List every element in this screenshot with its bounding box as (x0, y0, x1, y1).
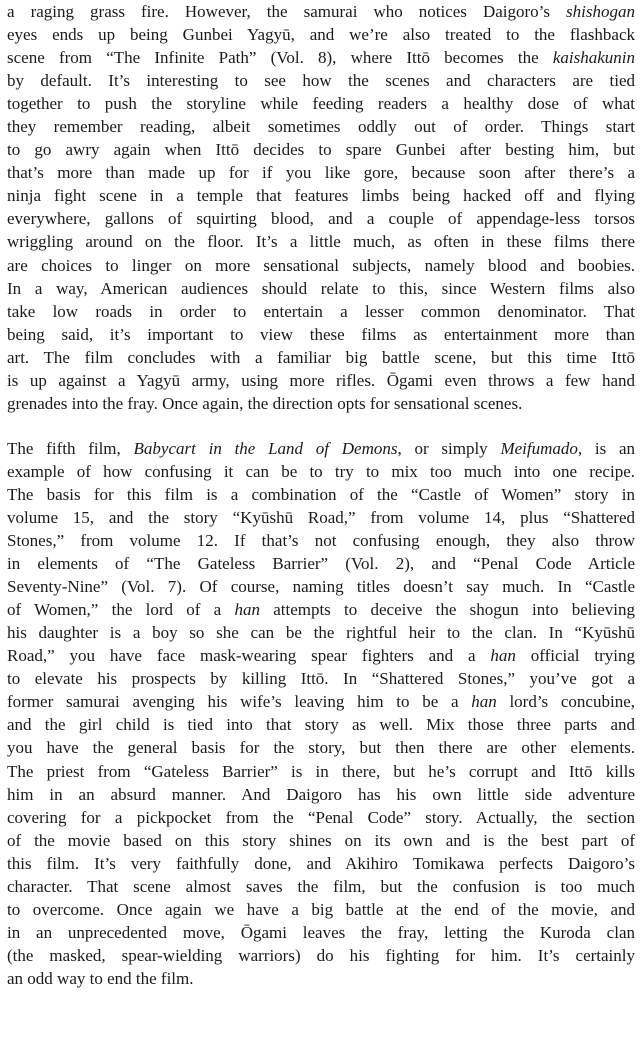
italic-term: Babycart in the Land of Demons (133, 438, 398, 458)
text-line (7, 300, 635, 323)
text-run: is up against a Yagyū army, using more rifles. Ōgami even throws a few hand (7, 370, 635, 390)
text-run: volume 15, and the story “Kyūshū Road,” from volume 14, plus “Shattered (7, 507, 635, 527)
text-run: are choices to linger on more sensational subjects, namely blood and boobies. (7, 255, 635, 275)
text-line (7, 921, 635, 944)
text-line (7, 575, 635, 598)
text-line (7, 621, 635, 644)
text-run: to go awry again when Ittō decides to spare Gunbei after besting him, but (7, 140, 635, 160)
text-run: In a way, American audiences should relate to this, since Western films also (7, 278, 635, 298)
text-line (7, 230, 635, 253)
text-run: Road,” you have face mask-wearing spear fighters and a (7, 646, 491, 666)
text-line (7, 829, 635, 852)
text-run: him in an absurd manner. And Daigoro has his own little side adventure (7, 784, 635, 804)
text-line (7, 184, 635, 207)
text-run: Stones,” from volume 12. If that’s not confusing enough, they also throw (7, 531, 635, 551)
text-run: character. That scene almost saves the film, but the confusion is too much (7, 876, 635, 896)
text-line (7, 323, 635, 346)
paragraph-fifth-film-review (7, 437, 635, 990)
text-line (7, 483, 635, 506)
paragraph-gap (7, 415, 635, 437)
text-run: covering for a pickpocket from the “Penal Code” story. Actually, the section (7, 807, 635, 827)
italic-term: kaishakunin (552, 48, 635, 68)
text-run: scene from “The Infinite Path” (Vol. 8), where Ittō becomes the (7, 48, 553, 68)
text-line (7, 852, 635, 875)
text-run: of the movie based on this story shines on its own and is the best part of (7, 830, 635, 850)
text-run: that’s more than made up for if you like gore, because soon after there’s a (7, 163, 635, 183)
text-run: take low roads in order to entertain a lesser common denominator. That (7, 301, 635, 321)
text-line (7, 437, 635, 460)
text-line (7, 944, 635, 967)
text-run: everywhere, gallons of squirting blood, and a couple of appendage-less torsos (7, 209, 635, 229)
text-run: in an unprecedented move, Ōgami leaves the fray, letting the Kuroda clan (7, 922, 635, 942)
text-run: grenades into the fray. Once again, the direction opts for sensational scenes. (7, 393, 523, 413)
text-line (7, 736, 635, 759)
text-line (7, 0, 635, 23)
text-run: being said, it’s important to view these films as entertainment more than (7, 324, 635, 344)
text-line (7, 46, 635, 69)
text-run: eyes ends up being Gunbei Yagyū, and we’re also treated to the flashback (7, 25, 635, 45)
text-line (7, 277, 635, 300)
text-run: The fifth film, (7, 438, 134, 458)
text-run: lord’s concubine, (496, 692, 635, 712)
text-run: attempts to deceive the shogun into believing (259, 600, 635, 620)
text-run: former samurai avenging his wife’s leaving him to be a (7, 692, 472, 712)
text-run: official trying (515, 646, 635, 666)
text-line (7, 138, 635, 161)
text-run: together to push the storyline while feeding readers a healthy dose of what (7, 94, 635, 114)
text-run: wriggling around on the floor. It’s a little much, as often in these films there (7, 232, 635, 252)
text-line (7, 346, 635, 369)
text-line (7, 529, 635, 552)
italic-term: Meifumado (500, 438, 578, 458)
text-line (7, 506, 635, 529)
text-line (7, 552, 635, 575)
italic-term: han (234, 600, 260, 620)
text-line (7, 690, 635, 713)
text-line (7, 161, 635, 184)
text-line (7, 667, 635, 690)
text-run: this film. It’s very faithfully done, and Akihiro Tomikawa perfects Daigoro’s (7, 853, 635, 873)
text-line (7, 92, 635, 115)
text-line (7, 644, 635, 667)
text-line (7, 783, 635, 806)
text-run: The priest from “Gateless Barrier” is in there, but he’s corrupt and Ittō kills (7, 761, 635, 781)
text-run: art. The film concludes with a familiar big battle scene, but this time Ittō (7, 347, 635, 367)
text-line (7, 460, 635, 483)
italic-term: han (490, 646, 516, 666)
text-run: and the girl child is tied into that story as well. Mix those three parts and (7, 715, 635, 735)
text-line (7, 207, 635, 230)
text-run: to overcome. Once again we have a big battle at the end of the movie, and (7, 899, 635, 919)
italic-term: han (471, 692, 497, 712)
text-run: by default. It’s interesting to see how the scenes and characters are tied (7, 71, 635, 91)
text-run: ninja fight scene in a temple that features limbs being hacked off and flying (7, 186, 635, 206)
text-run: his daughter is a boy so she can be the rightful heir to the clan. In “Kyūshū (7, 623, 635, 643)
text-run: a raging grass fire. However, the samurai who notices Daigoro’s (7, 2, 567, 21)
text-run: Seventy-Nine” (Vol. 7). Of course, naming titles doesn’t say much. In “Castle (7, 577, 635, 597)
text-line (7, 115, 635, 138)
text-run: , is an (577, 438, 636, 458)
italic-term: shishogan (566, 2, 635, 21)
text-line (7, 967, 635, 990)
text-line (7, 369, 635, 392)
text-run: an odd way to end the film. (7, 968, 194, 988)
text-line (7, 898, 635, 921)
text-run: you have the general basis for the story, but then there are other elements. (7, 738, 635, 758)
text-line (7, 23, 635, 46)
text-line (7, 598, 635, 621)
text-run: The basis for this film is a combination of the “Castle of Women” story in (7, 484, 635, 504)
paragraph-film-four-review (7, 0, 635, 415)
text-line (7, 254, 635, 277)
text-line (7, 760, 635, 783)
text-line (7, 875, 635, 898)
text-line (7, 713, 635, 736)
text-run: to elevate his prospects by killing Ittō. In “Shattered Stones,” you’ve got a (7, 669, 635, 689)
text-run: in elements of “The Gateless Barrier” (Vol. 2), and “Penal Code Article (7, 554, 635, 574)
text-run: example of how confusing it can be to try to mix too much into one recipe. (7, 461, 635, 481)
text-run: of Women,” the lord of a (7, 600, 235, 620)
text-run: , or simply (397, 438, 501, 458)
text-run: they remember reading, albeit sometimes oddly out of order. Things start (7, 117, 635, 137)
text-run: (the masked, spear-wielding warriors) do his fighting for him. It’s certainly (7, 945, 635, 965)
text-line (7, 392, 635, 415)
text-line (7, 69, 635, 92)
text-line (7, 806, 635, 829)
